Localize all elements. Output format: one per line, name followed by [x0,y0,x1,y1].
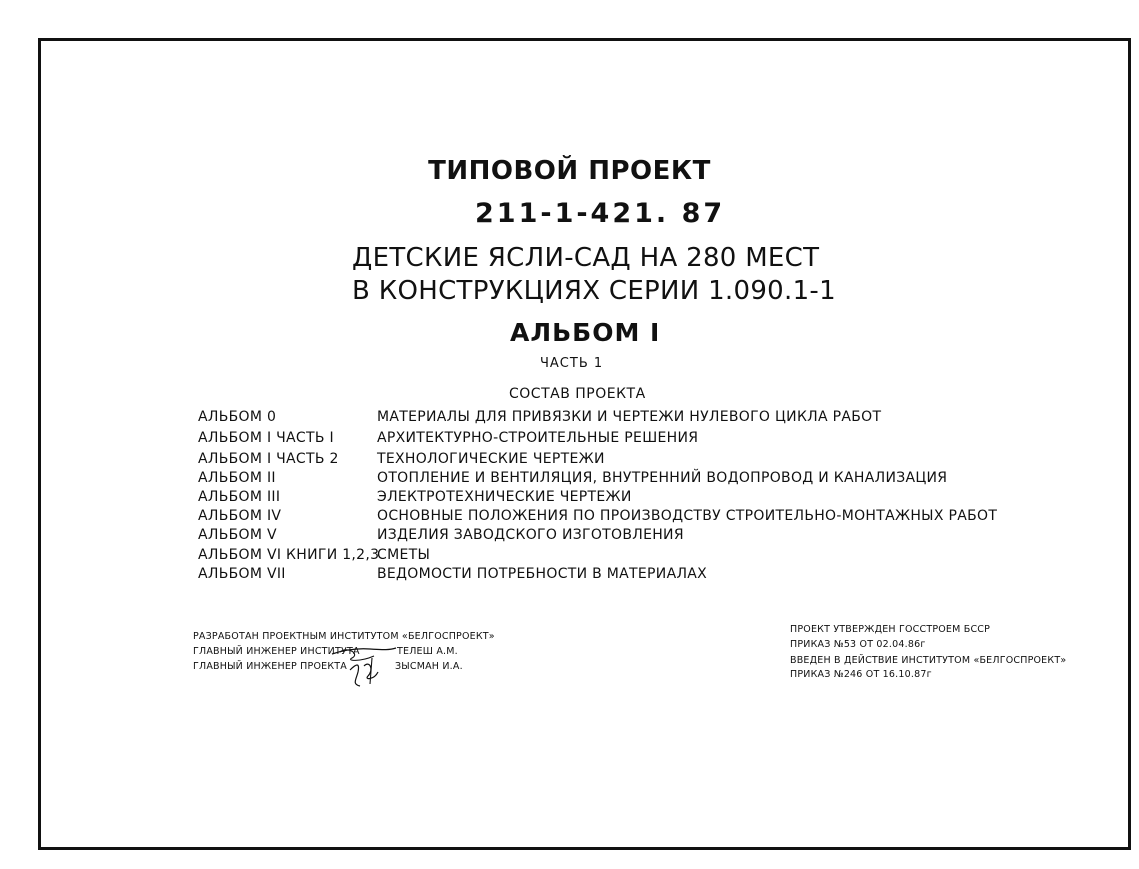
composition-row-desc: ОТОПЛЕНИЕ И ВЕНТИЛЯЦИЯ, ВНУТРЕННИЙ ВОДОПРОВОД И КАНАЛИЗАЦИЯ [377,470,948,486]
signature-image [330,640,400,690]
composition-row-desc: ОСНОВНЫЕ ПОЛОЖЕНИЯ ПО ПРОИЗВОДСТВУ СТРОИТЕЛЬНО-МОНТАЖНЫХ РАБОТ [377,508,998,524]
developer-line: РАЗРАБОТАН ПРОЕКТНЫМ ИНСТИТУТОМ «БЕЛГОСПРОЕКТ» [193,631,495,642]
composition-row-desc: ИЗДЕЛИЯ ЗАВОДСКОГО ИЗГОТОВЛЕНИЯ [377,527,684,543]
composition-row-desc: МАТЕРИАЛЫ ДЛЯ ПРИВЯЗКИ И ЧЕРТЕЖИ НУЛЕВОГО ЦИКЛА РАБОТ [377,409,882,425]
composition-row-desc: ЭЛЕКТРОТЕХНИЧЕСКИЕ ЧЕРТЕЖИ [377,489,632,505]
composition-row-desc: СМЕТЫ [377,547,431,563]
composition-row-name: АЛЬБОМ IV [198,508,282,524]
project-name-line-2: В КОНСТРУКЦИЯХ СЕРИИ 1.090.1-1 [352,276,836,306]
approval-line-1: ПРОЕКТ УТВЕРЖДЕН ГОССТРОЕМ БССР [790,624,991,635]
document-title: ТИПОВОЙ ПРОЕКТ [428,156,711,186]
part-label: ЧАСТЬ 1 [540,356,604,371]
chief-engineer-project-name: ЗЫСМАН И.А. [395,661,463,672]
composition-row-name: АЛЬБОМ V [198,527,277,543]
composition-heading: СОСТАВ ПРОЕКТА [509,386,646,402]
composition-row-name: АЛЬБОМ I ЧАСТЬ I [198,430,334,446]
chief-engineer-institute-name: ТЕЛЕШ А.М. [397,646,458,657]
composition-row-desc: ТЕХНОЛОГИЧЕСКИЕ ЧЕРТЕЖИ [377,451,605,467]
project-name-line-1: ДЕТСКИЕ ЯСЛИ-САД НА 280 МЕСТ [352,243,820,273]
chief-engineer-institute-role: ГЛАВНЫЙ ИНЖЕНЕР ИНСТИТУТА [193,646,360,657]
approval-line-4: ПРИКАЗ №246 ОТ 16.10.87г [790,669,932,680]
composition-row-name: АЛЬБОМ I ЧАСТЬ 2 [198,451,339,467]
composition-row-name: АЛЬБОМ VI КНИГИ 1,2,3 [198,547,380,563]
composition-row-desc: ВЕДОМОСТИ ПОТРЕБНОСТИ В МАТЕРИАЛАХ [377,566,708,582]
approval-line-2: ПРИКАЗ №53 ОТ 02.04.86г [790,639,926,650]
project-code: 211-1-421. 87 [475,198,726,229]
album-label: АЛЬБОМ I [510,318,661,347]
chief-engineer-project-role: ГЛАВНЫЙ ИНЖЕНЕР ПРОЕКТА [193,661,347,672]
composition-row-desc: АРХИТЕКТУРНО-СТРОИТЕЛЬНЫЕ РЕШЕНИЯ [377,430,699,446]
composition-row-name: АЛЬБОМ III [198,489,281,505]
approval-line-3: ВВЕДЕН В ДЕЙСТВИЕ ИНСТИТУТОМ «БЕЛГОСПРОЕКТ» [790,655,1067,666]
composition-row-name: АЛЬБОМ II [198,470,276,486]
composition-row-name: АЛЬБОМ VII [198,566,286,582]
composition-row-name: АЛЬБОМ 0 [198,409,277,425]
